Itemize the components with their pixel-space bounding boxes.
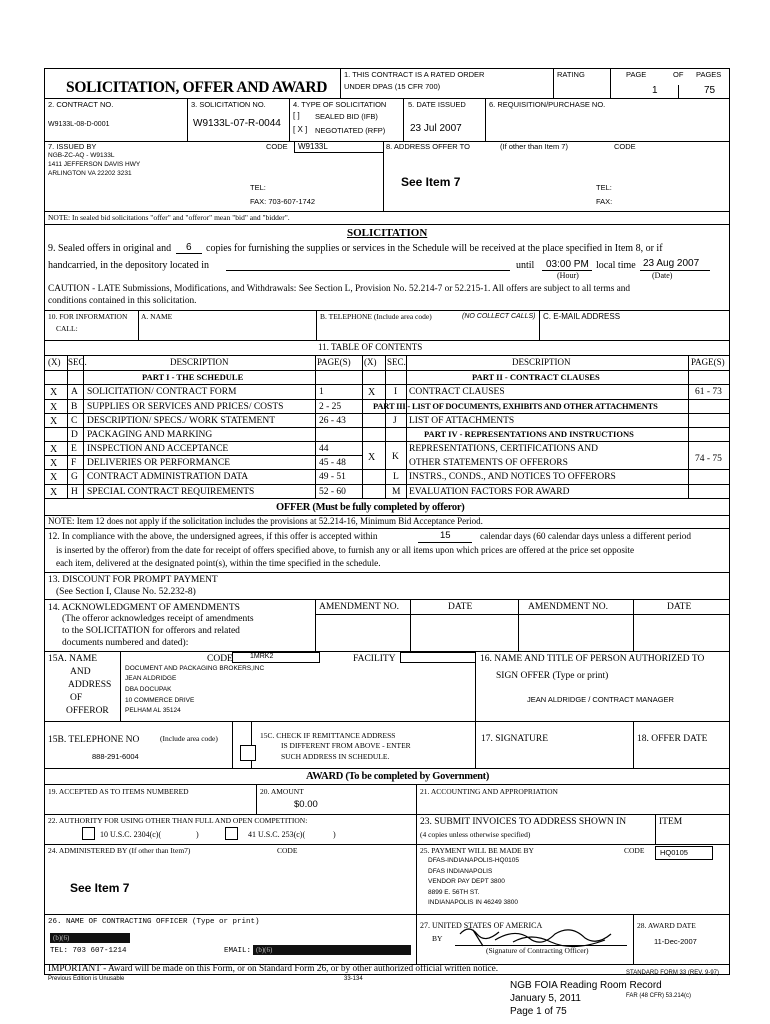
foia-date: January 5, 2011	[510, 993, 581, 1004]
toc-k-pages: 74 - 75	[695, 454, 722, 464]
toc-description: INSPECTION AND ACCEPTANCE	[87, 444, 229, 454]
page-number: 1	[652, 85, 658, 96]
page-count: 75	[704, 85, 716, 96]
toc-description: SUPPLIES OR SERVICES AND PRICES/ COSTS	[87, 402, 284, 412]
toc-sec-header-2: SEC.	[387, 357, 406, 367]
usa-label: 27. UNITED STATES OF AMERICA	[420, 921, 543, 930]
until-label: until	[516, 260, 535, 271]
invoice-item-label: ITEM	[659, 817, 683, 827]
date-issued-label: 5. DATE ISSUED	[408, 100, 466, 109]
item12-text-b: calendar days (60 calendar days unless a different period	[480, 532, 691, 542]
sealed-bid-label: SEALED BID (IFB)	[315, 112, 378, 121]
far-reference: FAR (48 CFR) 53.214(c)	[626, 993, 692, 999]
toc-heading: 11. TABLE OF CONTENTS	[318, 342, 423, 352]
toc-description: PACKAGING AND MARKING	[87, 430, 213, 440]
offeror-telephone: 888-291-6004	[92, 752, 139, 761]
sealed-bid-checkbox[interactable]: [ ]	[293, 111, 300, 120]
toc-k-desc-2: OTHER STATEMENTS OF OFFERORS	[409, 458, 568, 468]
toc-j-sec: J	[393, 416, 397, 426]
rating-label: RATING	[557, 70, 585, 79]
authorized-person: JEAN ALDRIDGE / CONTRACT MANAGER	[527, 695, 674, 704]
foia-page: Page 1 of 75	[510, 1006, 567, 1017]
facility-label: FACILITY	[353, 654, 396, 664]
accepted-items-label: 19. ACCEPTED AS TO ITEMS NUMBERED	[48, 787, 189, 796]
usc-253-checkbox[interactable]	[225, 827, 238, 840]
award-amount: $0.00	[294, 799, 318, 810]
discount-clause: (See Section I, Clause No. 52.232-8)	[56, 587, 196, 597]
telephone-15b-label: 15B. TELEPHONE NO	[48, 735, 140, 745]
issuer-fax: FAX: 703-607-1742	[250, 197, 316, 206]
rated-order-label: 1. THIS CONTRACT IS A RATED ORDER	[344, 70, 485, 79]
sign-offer-label: SIGN OFFER (Type or print)	[496, 671, 609, 681]
contracting-officer-tel: TEL: 703 607-1214	[50, 947, 127, 955]
hour-label: (Hour)	[557, 271, 579, 280]
invoice-copies: (4 copies unless otherwise specified)	[420, 830, 531, 839]
remittance-text-3: SUCH ADDRESS IN SCHEDULE.	[281, 752, 390, 761]
offeror-line2: JEAN ALDRIDGE	[125, 675, 177, 682]
issuer-tel-label: TEL:	[250, 183, 266, 192]
award-date-label: 28. AWARD DATE	[637, 921, 696, 930]
offer-hour: 03:00 PM	[546, 259, 589, 270]
facility-box	[400, 652, 476, 663]
item9-text-c: handcarried, in the depository located in	[48, 260, 210, 271]
toc-desc-header-2: DESCRIPTION	[512, 357, 571, 367]
standard-form: STANDARD FORM 33 (REV. 9-97)	[626, 970, 720, 976]
amendment-no-header: AMENDMENT NO.	[319, 602, 400, 612]
and-label: AND	[70, 667, 91, 677]
amendment-date-header-2: DATE	[667, 602, 692, 612]
offer-fax-label: FAX:	[596, 197, 613, 206]
toc-j-desc: LIST OF ATTACHMENTS	[409, 416, 515, 426]
payment-line3: VENDOR PAY DEPT 3800	[428, 878, 505, 885]
other-than-item7: (If other than Item 7)	[500, 142, 568, 151]
redacted-email: (b)(6)	[253, 945, 411, 955]
toc-description: CONTRACT ADMINISTRATION DATA	[87, 472, 249, 482]
toc-description: DELIVERIES OR PERFORMANCE	[87, 458, 231, 468]
negotiated-checkbox[interactable]: [ X ]	[293, 125, 308, 134]
toc-pages: 49 - 51	[319, 472, 346, 482]
offer-date-label: 18. OFFER DATE	[637, 734, 708, 744]
date-label: (Date)	[652, 271, 673, 280]
amount-label: 20. AMOUNT	[260, 787, 304, 796]
submit-invoices-label: 23. SUBMIT INVOICES TO ADDRESS SHOWN IN	[420, 817, 627, 827]
item9-text-b: copies for furnishing the supplies or services in the Schedule will be received at the place specified in Item 8, or if	[206, 243, 663, 254]
previous-edition: Previous Edition is Unusable	[48, 976, 125, 982]
toc-section: F	[71, 458, 77, 468]
no-collect-calls: (NO COLLECT CALLS)	[462, 313, 536, 320]
payment-code-label: CODE	[624, 846, 645, 855]
toc-section: E	[71, 444, 77, 454]
toc-pages: 26 - 43	[319, 416, 346, 426]
offer-tel-label: TEL:	[596, 183, 612, 192]
name-label: A. NAME	[141, 312, 173, 321]
toc-i-x: X	[368, 387, 376, 398]
toc-l-desc: INSTRS., CONDS., AND NOTICES TO OFFERORS	[409, 472, 616, 482]
item9-text-a: 9. Sealed offers in original and	[48, 243, 172, 254]
toc-x-header-2: (X)	[364, 357, 377, 367]
offeror-line3: DBA DOCUPAK	[125, 686, 172, 693]
issued-by-label: 7. ISSUED BY	[48, 142, 97, 151]
accounting-label: 21. ACCOUNTING AND APPROPRIATION	[420, 787, 558, 796]
email-label: C. E-MAIL ADDRESS	[543, 312, 621, 321]
toc-i-sec: I	[394, 387, 398, 397]
amendment-no-header-2: AMENDMENT NO.	[528, 602, 609, 612]
issuer-address-line3: ARLINGTON VA 22202 3231	[48, 170, 132, 177]
toc-pages: 52 - 60	[319, 487, 346, 497]
toc-section: A	[71, 387, 78, 397]
acceptance-days: 15	[440, 530, 451, 541]
by-label: BY	[432, 934, 443, 943]
toc-pages: 2 - 25	[319, 402, 342, 412]
toc-x-mark: X	[50, 472, 58, 483]
form-number: 33-134	[344, 976, 363, 982]
amendment-date-header: DATE	[448, 602, 473, 612]
sealed-bid-note: NOTE: In sealed bid solicitations "offer" and "offeror" mean "bid" and "bidder".	[48, 213, 290, 222]
address-label: ADDRESS	[68, 680, 112, 690]
of-label: OF	[673, 70, 684, 79]
date-issued: 23 Jul 2007	[410, 123, 462, 134]
redacted-officer-name: (b)(6)	[50, 933, 130, 943]
award-date: 11-Dec-2007	[654, 937, 697, 946]
foia-label: NGB FOIA Reading Room Record	[510, 980, 662, 991]
amendments-label: 14. ACKNOWLEDGMENT OF AMENDMENTS	[48, 603, 240, 613]
caution-line1: CAUTION - LATE Submissions, Modifications, and Withdrawals: See Section L, Provision No. 52.214-7 or 52.215-1. All offers are subject to all terms and	[48, 284, 631, 294]
part2-heading: PART II - CONTRACT CLAUSES	[472, 372, 600, 382]
offeror-code-box	[232, 652, 320, 663]
call-label: CALL:	[56, 324, 78, 333]
remittance-checkbox[interactable]	[240, 745, 256, 761]
payment-line2: DFAS INDIANAPOLIS	[428, 868, 493, 875]
toc-x-mark: X	[50, 487, 58, 498]
solicitation-type-label: 4. TYPE OF SOLICITATION	[293, 100, 387, 109]
telephone-label: B. TELEPHONE (Include area code)	[320, 312, 432, 321]
contracting-officer-email-label: EMAIL:	[224, 947, 252, 955]
include-area-code: (Include area code)	[160, 734, 218, 743]
issuer-address-line1: NGB-ZC-AQ - W9133L	[48, 152, 115, 159]
signature-caption: (Signature of Contracting Officer)	[486, 946, 589, 955]
offeror-line4: 10 COMMERCE DRIVE	[125, 697, 195, 704]
discount-label: 13. DISCOUNT FOR PROMPT PAYMENT	[48, 575, 218, 585]
local-time-label: local time	[596, 260, 636, 271]
payment-label: 25. PAYMENT WILL BE MADE BY	[420, 846, 534, 855]
remittance-text-2: IS DIFFERENT FROM ABOVE - ENTER	[281, 741, 411, 750]
contract-no-label: 2. CONTRACT NO.	[48, 100, 114, 109]
dpas-label: UNDER DPAS (15 CFR 700)	[344, 82, 441, 91]
usc-2304-close: )	[196, 830, 199, 839]
amendments-text-3: documents numbered and dated):	[62, 638, 189, 648]
item12-text-a: 12. In compliance with the above, the undersigned agrees, if this offer is accepted within	[48, 532, 378, 542]
of-label: OF	[70, 693, 83, 703]
usc-253-close: )	[333, 830, 336, 839]
copies-count: 6	[186, 242, 192, 253]
offeror-code: 1MRK2	[250, 653, 274, 660]
toc-section: G	[71, 472, 78, 482]
offer-date: 23 Aug 2007	[643, 258, 700, 269]
toc-pages-header-2: PAGE(S)	[691, 357, 725, 367]
remittance-text-1: 15C. CHECK IF REMITTANCE ADDRESS	[260, 731, 396, 740]
item12-text-c: is inserted by the offeror) from the date for receipt of offers specified above, to furnish any or all items upon which prices are offered at the price set opposite	[56, 545, 635, 555]
toc-i-pages: 61 - 73	[695, 387, 722, 397]
toc-k-desc-1: REPRESENTATIONS, CERTIFICATIONS AND	[409, 444, 598, 454]
signature-17-label: 17. SIGNATURE	[481, 734, 549, 744]
toc-m-sec: M	[392, 487, 401, 497]
toc-section: B	[71, 402, 78, 412]
payment-line5: INDIANAPOLIS IN 46249 3800	[428, 899, 518, 906]
address-offer-code-label: CODE	[614, 142, 636, 151]
solicitation-no: W9133L-07-R-0044	[193, 118, 281, 129]
toc-pages: 45 - 48	[319, 458, 346, 468]
issuer-address-line2: 1411 JEFFERSON DAVIS HWY	[48, 161, 141, 168]
page-label: PAGE	[626, 70, 647, 79]
toc-description: SPECIAL CONTRACT REQUIREMENTS	[87, 487, 255, 497]
toc-i-desc: CONTRACT CLAUSES	[409, 387, 505, 397]
administered-code-label: CODE	[277, 846, 298, 855]
payment-code: HQ0105	[660, 848, 688, 857]
see-item-7: See Item 7	[401, 175, 461, 189]
toc-x-mark: X	[50, 416, 58, 427]
payment-line1: DFAS-INDIANAPOLIS-HQ0105	[428, 857, 520, 864]
negotiated-label: NEGOTIATED (RFP)	[315, 126, 386, 135]
issued-by-code-label: CODE	[266, 142, 288, 151]
toc-section: D	[71, 430, 78, 440]
authorized-person-label: 16. NAME AND TITLE OF PERSON AUTHORIZED TO	[480, 654, 705, 664]
part1-heading: PART I - THE SCHEDULE	[142, 372, 244, 382]
solicitation-no-label: 3. SOLICITATION NO.	[191, 100, 266, 109]
administered-see-item-7: See Item 7	[70, 881, 130, 895]
requisition-label: 6. REQUISITION/PURCHASE NO.	[489, 100, 606, 109]
issued-by-code: W9133L	[298, 142, 328, 151]
offeror-label: OFFEROR	[66, 706, 109, 716]
toc-section: C	[71, 416, 78, 426]
usc-2304-label: 10 U.S.C. 2304(c)(	[100, 830, 162, 839]
part4-heading: PART IV - REPRESENTATIONS AND INSTRUCTIONS	[424, 429, 634, 439]
for-information-label: 10. FOR INFORMATION	[48, 312, 128, 321]
item12-text-d: each item, delivered at the designated point(s), within the time specified in the schedule.	[56, 558, 381, 568]
administered-by-label: 24. ADMINISTERED BY (If other than Item7)	[48, 846, 191, 855]
name-15a-label: 15A. NAME	[48, 654, 98, 664]
toc-pages-header: PAGE(S)	[317, 357, 351, 367]
contract-no: W9133L-08-D-0001	[48, 121, 110, 128]
contracting-officer-label: 26. NAME OF CONTRACTING OFFICER (Type or print)	[48, 918, 260, 926]
toc-description: DESCRIPTION/ SPECS./ WORK STATEMENT	[87, 416, 276, 426]
offeror-line5: PELHAM AL 35124	[125, 707, 181, 714]
usc-2304-checkbox[interactable]	[82, 827, 95, 840]
usc-253-label: 41 U.S.C. 253(c)(	[248, 830, 306, 839]
toc-x-mark: X	[50, 444, 58, 455]
pages-label: PAGES	[696, 70, 722, 79]
authority-label: 22. AUTHORITY FOR USING OTHER THAN FULL AND OPEN COMPETITION:	[48, 816, 308, 825]
solicitation-heading: SOLICITATION	[347, 227, 428, 239]
form-title: SOLICITATION, OFFER AND AWARD	[66, 79, 328, 96]
address-offer-label: 8. ADDRESS OFFER TO	[386, 142, 470, 151]
caution-line2: conditions contained in this solicitation.	[48, 296, 197, 306]
toc-pages: 1	[319, 387, 324, 397]
toc-x-header: (X)	[48, 357, 61, 367]
toc-x-mark: X	[50, 402, 58, 413]
part3-heading: PART III - LIST OF DOCUMENTS, EXHIBITS AND OTHER ATTACHMENTS	[373, 401, 658, 411]
item12-note: NOTE: Item 12 does not apply if the solicitation includes the provisions at 52.214-16, Minimum Bid Acceptance Period.	[48, 516, 483, 526]
toc-pages: 44	[319, 444, 329, 454]
payment-line4: 8899 E. 56TH ST.	[428, 889, 480, 896]
amendments-text-2: to the SOLICITATION for offerors and related	[62, 626, 240, 636]
toc-desc-header: DESCRIPTION	[170, 357, 229, 367]
toc-k-x: X	[368, 452, 376, 463]
toc-l-sec: L	[393, 472, 399, 482]
offeror-code-label: CODE	[207, 654, 233, 664]
toc-x-mark: X	[50, 458, 58, 469]
award-heading: AWARD (To be completed by Government)	[306, 771, 490, 782]
toc-description: SOLICITATION/ CONTRACT FORM	[87, 387, 237, 397]
toc-section: H	[71, 487, 78, 497]
amendments-text-1: (The offeror acknowledges receipt of amendments	[62, 614, 254, 624]
toc-sec-header: SEC.	[68, 357, 87, 367]
toc-k-sec: K	[392, 452, 399, 462]
offeror-line1: DOCUMENT AND PACKAGING BROKERS,INC	[125, 665, 265, 672]
offer-heading: OFFER (Must be fully completed by offeror)	[276, 502, 465, 513]
toc-m-desc: EVALUATION FACTORS FOR AWARD	[409, 487, 570, 497]
important-notice: IMPORTANT - Award will be made on this Form, or on Standard Form 26, or by other authorized official written notice.	[48, 964, 499, 974]
toc-x-mark: X	[50, 387, 58, 398]
